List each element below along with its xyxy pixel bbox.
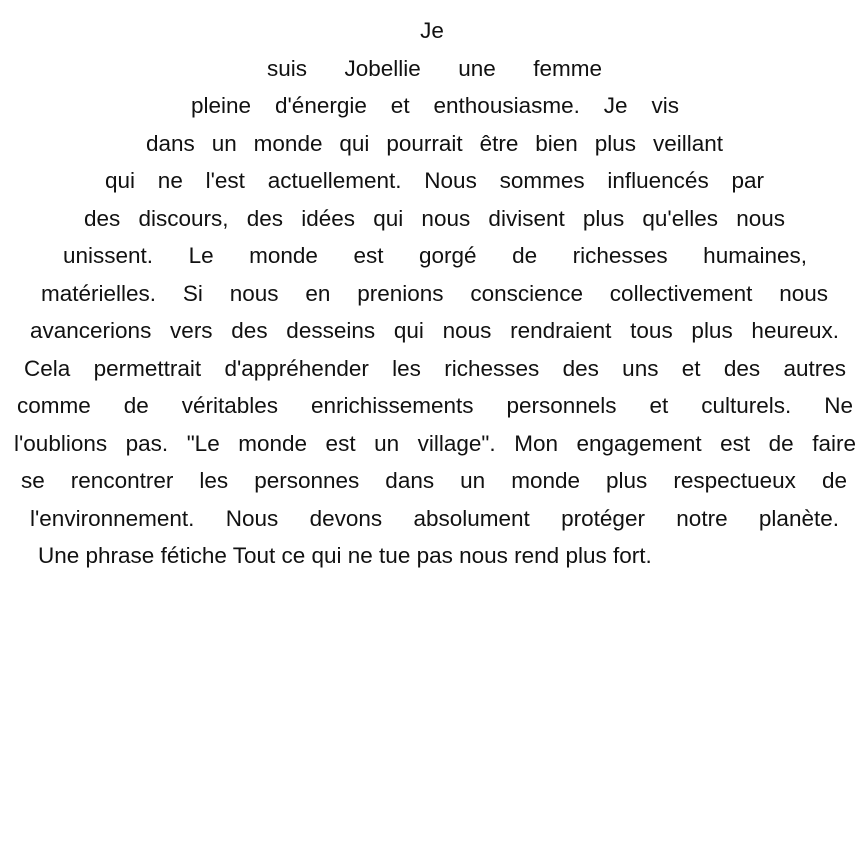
text-line: unissent. Le monde est gorgé de richesses humaines, bbox=[63, 243, 807, 268]
text-line: qui ne l'est actuellement. Nous sommes influencés par bbox=[105, 168, 764, 193]
text-line: pleine d'énergie et enthousiasme. Je vis bbox=[191, 93, 679, 118]
text-line: Une phrase fétiche Tout ce qui ne tue pas nous rend plus fort. bbox=[38, 543, 652, 568]
text-line: l'environnement. Nous devons absolument protéger notre planète. bbox=[30, 505, 839, 531]
text-line: Cela permettrait d'appréhender les richesses des uns et des autres bbox=[24, 355, 846, 381]
text-line: suis Jobellie une femme bbox=[267, 55, 602, 81]
text-line: dans un monde qui pourrait être bien plus veillant bbox=[146, 130, 723, 156]
text-line: Je bbox=[420, 18, 444, 43]
text-line: matérielles. Si nous en prenions conscience collectivement nous bbox=[41, 280, 828, 306]
text-line: avancerions vers des desseins qui nous rendraient tous plus heureux. bbox=[30, 318, 839, 343]
text-line: comme de véritables enrichissements personnels et culturels. Ne bbox=[17, 393, 853, 418]
text-line: l'oublions pas. "Le monde est un village". Mon engagement est de faire bbox=[14, 430, 856, 456]
text-line: des discours, des idées qui nous divisent plus qu'elles nous bbox=[84, 205, 785, 231]
text-line: se rencontrer les personnes dans un monde plus respectueux de bbox=[21, 468, 847, 493]
